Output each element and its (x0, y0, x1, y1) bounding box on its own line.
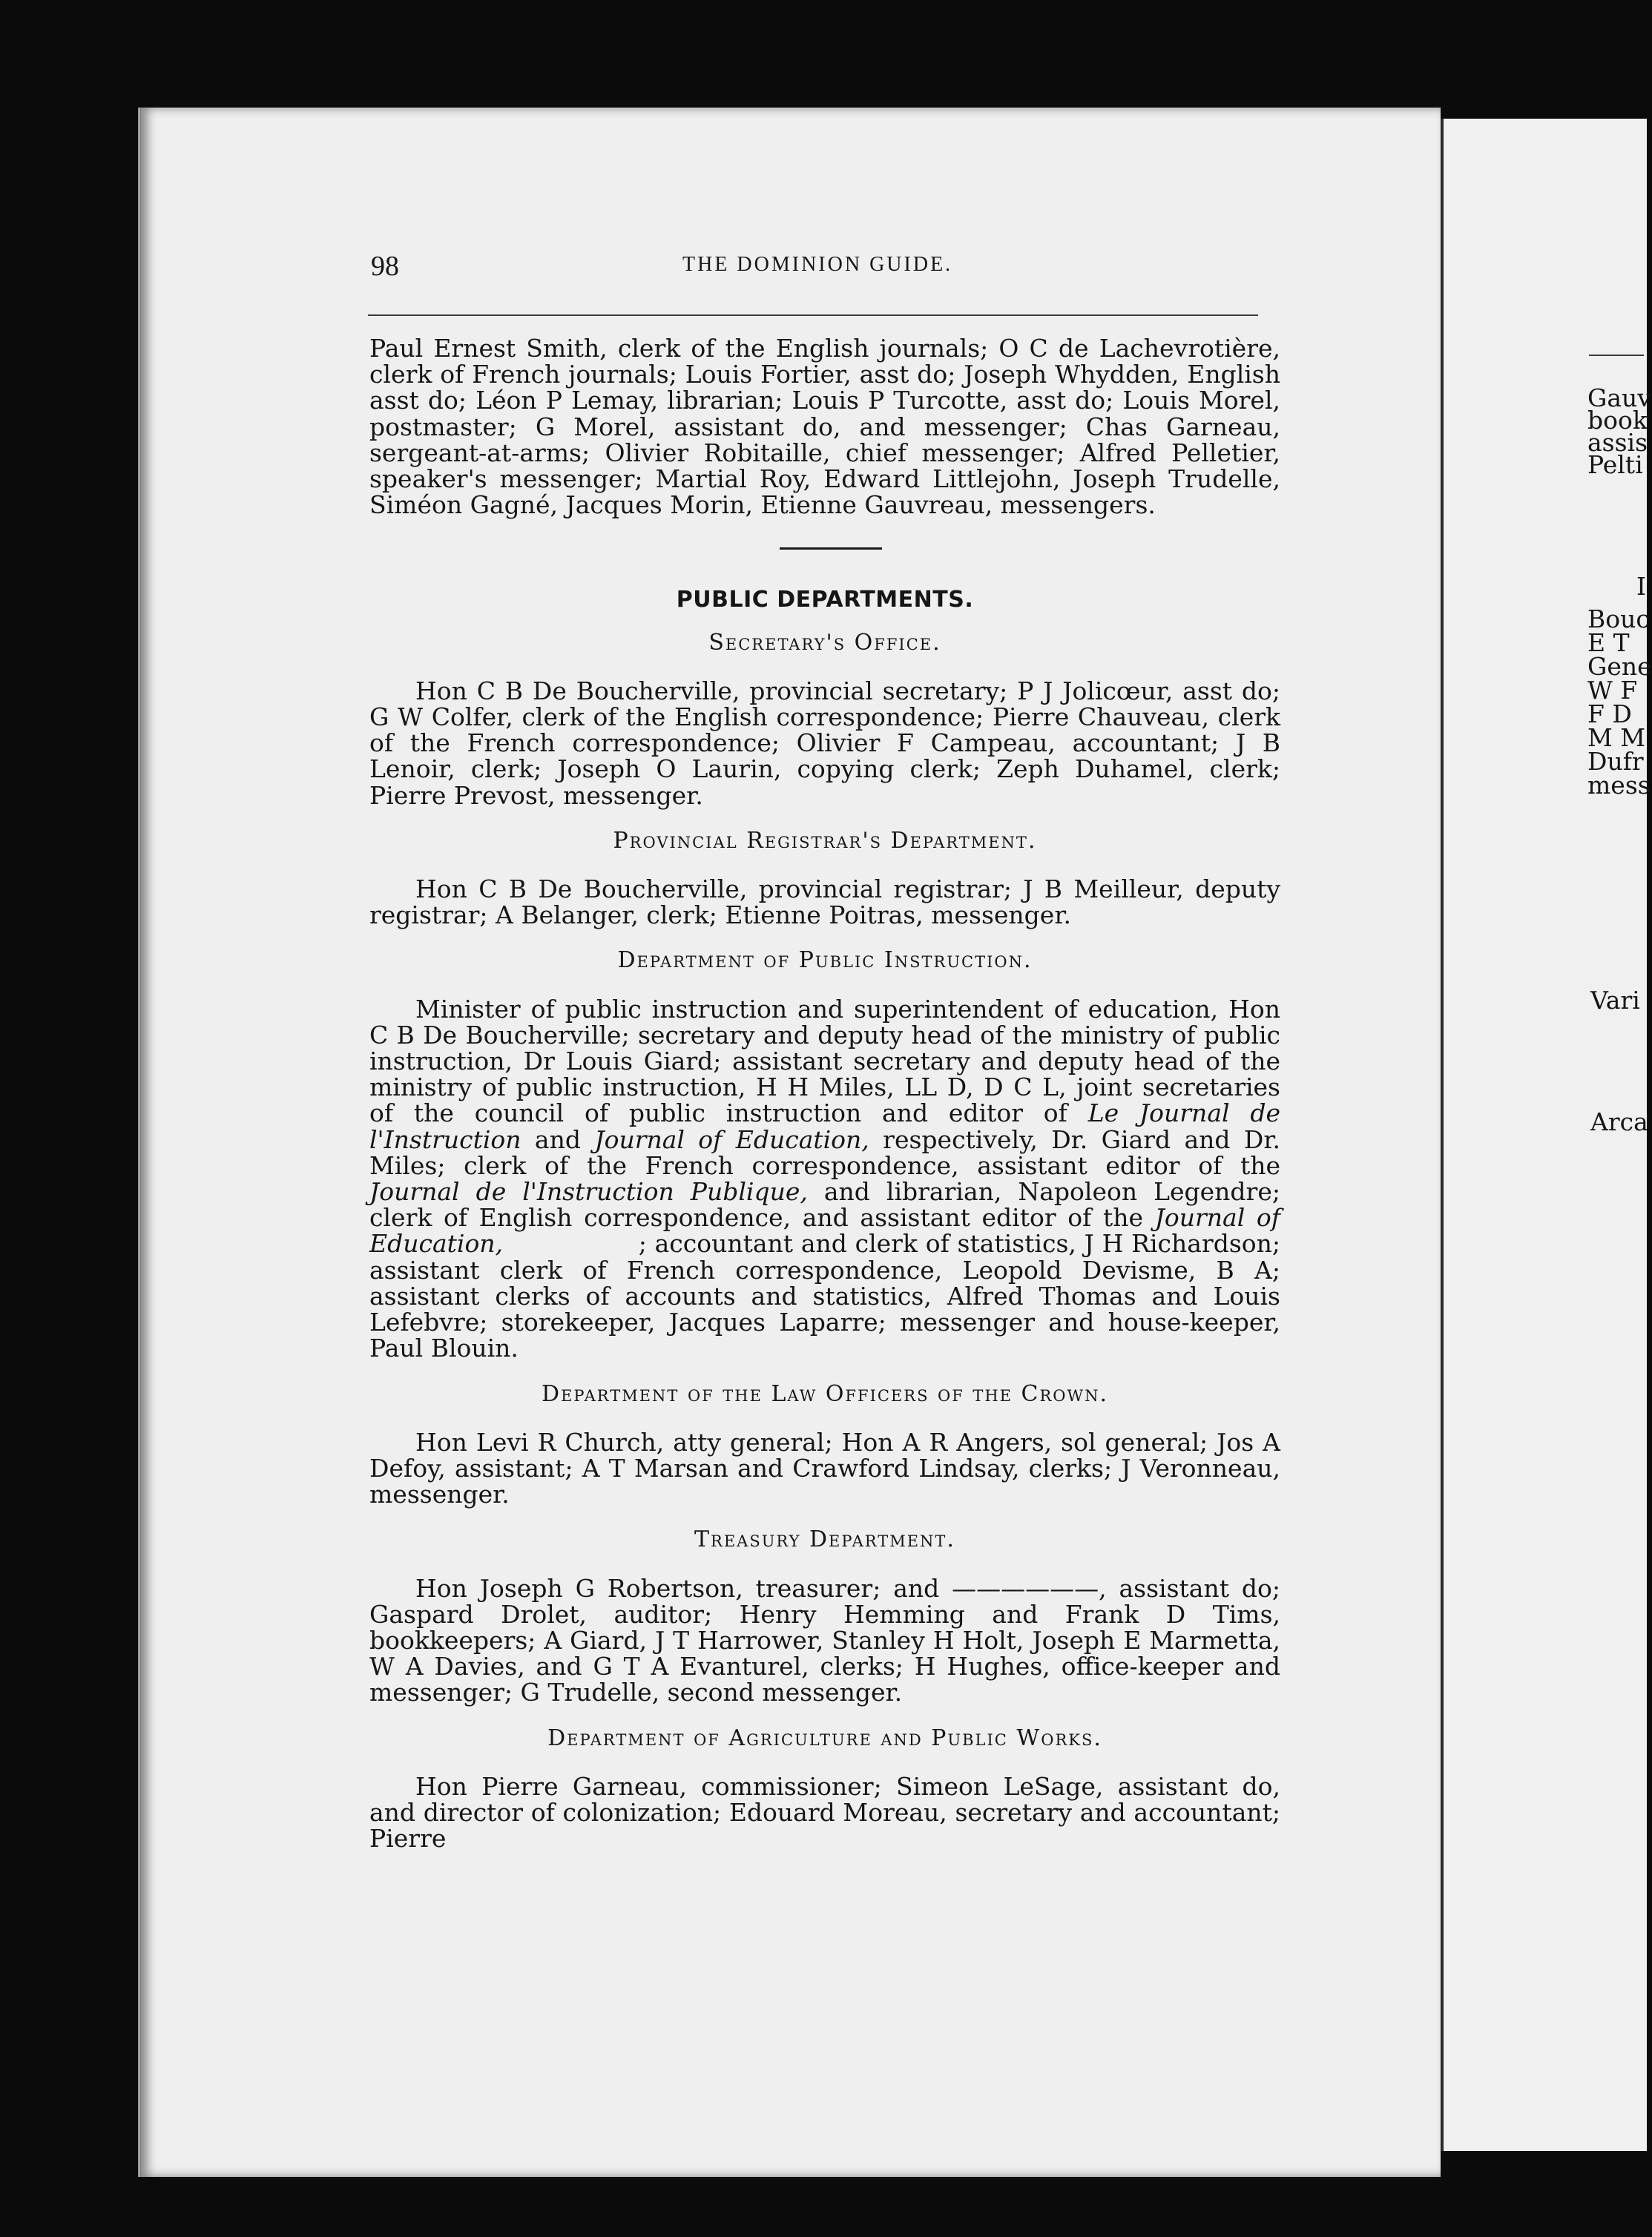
header-rule (368, 314, 1258, 316)
text-run: and librarian, Napoleon Legendre; clerk of English correspondence, and assistant editor of the (369, 1177, 1280, 1233)
right-page-line: assis (1587, 428, 1648, 457)
text-column (369, 334, 1289, 1854)
running-head: THE DOMINION GUIDE. (682, 253, 953, 276)
right-page-line: W F (1587, 676, 1638, 705)
right-page-line: F D (1587, 699, 1632, 728)
journal-title: Le Journal de l'Instruction (369, 1098, 1280, 1154)
provincial-registrar-heading: Provincial Registrar's Department. (613, 827, 1037, 854)
text-run: ; accountant and clerk of statistics, J H Richardson; assistant clerk of French correspondence, Leopold Devisme, B A; assistant clerks of accounts and statistics, Alfred Thomas and Louis Lefebvre; storekeeper, Jacques Laparre; messenger and house-keeper, Paul Blouin. (369, 1229, 1289, 1363)
provincial-registrar-text: Hon C B De Boucherville, provincial registrar; J B Meilleur, deputy registrar; A Belanger, clerk; Etienne Poitras, messenger. (369, 874, 1280, 930)
agriculture-public-works-text: Hon Pierre Garneau, commissioner; Simeon LeSage, assistant do, and director of colonization; Edouard Moreau, secretary and accountant; Pierre (369, 1771, 1280, 1854)
right-page-rule (1589, 355, 1644, 356)
section-divider (780, 547, 882, 550)
treasury-heading: Treasury Department. (694, 1526, 955, 1553)
right-page-line: I (1636, 572, 1647, 601)
right-page-line: book (1587, 406, 1648, 435)
right-page-line: mess (1587, 771, 1651, 800)
public-instruction-text (369, 994, 1289, 1363)
right-page-line: Gauv (1587, 383, 1651, 412)
page-number: 98 (371, 251, 399, 282)
right-page-line: M M (1587, 723, 1646, 752)
treasury-text: Hon Joseph G Robertson, treasurer; and ——————, assistant do; Gaspard Drolet, auditor; Henry Hemming and Frank D Tims, bookkeepers; A Giard, J T Harrower, Stanley H Holt, Joseph E Marmetta, W A Davies, and G T A Evanturel, clerks; H Hughes, office-keeper and messenger; G Trudelle, second messenger. (369, 1573, 1280, 1707)
right-page-line: Dufr (1587, 747, 1644, 776)
right-page-line: Bouc (1587, 604, 1650, 633)
law-officers-text: Hon Levi R Church, atty general; Hon A R Angers, sol general; Jos A Defoy, assistant; A T Marsan and Crawford Lindsay, clerks; J Veronneau, messenger. (369, 1427, 1280, 1509)
text-run: respectively, Dr. Giard and Dr. Miles; clerk of the French correspondence, assistant editor of the (369, 1124, 1281, 1180)
text-run: and (521, 1124, 595, 1154)
right-page-line: Vari (1590, 986, 1640, 1015)
public-instruction-heading: Department of Public Instruction. (617, 947, 1033, 974)
page-header (371, 250, 1301, 294)
right-page-line: Pelti (1587, 450, 1643, 479)
journal-title: Journal of Education, (369, 1203, 1280, 1259)
secretarys-office-text: Hon C B De Boucherville, provincial secretary; P J Jolicœur, asst do; G W Colfer, clerk of the English correspondence; Pierre Chauveau, clerk of the French correspondence; Olivier F Campeau, accountant; J B Lenoir, clerk; Joseph O Laurin, copying clerk; Zeph Duhamel, clerk; Pierre Prevost, messenger. (369, 676, 1280, 810)
secretarys-office-heading: Secretary's Office. (708, 629, 941, 656)
journal-title: Journal of Education, (594, 1124, 869, 1154)
text-run: Minister of public instruction and superintendent of education, Hon C B De Boucherville; secretary and deputy head of the ministry of public instruction, Dr Louis Giard; assistant secretary and deputy head of the ministry of public instruction, H H Miles, LL D, D C L, joint secretaries of the council of public instruction and editor of (369, 994, 1280, 1128)
right-page-line: Gene (1587, 652, 1652, 681)
public-departments-heading: PUBLIC DEPARTMENTS. (676, 587, 974, 613)
agriculture-public-works-heading: Department of Agriculture and Public Works. (547, 1724, 1102, 1751)
law-officers-heading: Department of the Law Officers of the Crown. (542, 1380, 1108, 1407)
journal-title: Journal de l'Instruction Publique, (369, 1177, 808, 1207)
right-page-line: E T (1587, 628, 1630, 657)
right-page-line: Arca (1590, 1107, 1648, 1136)
opening-paragraph: Paul Ernest Smith, clerk of the English journals; O C de Lachevrotière, clerk of French journals; Louis Fortier, asst do; Joseph Whydden, English asst do; Léon P Lemay, librarian; Louis P Turcotte, asst do; Louis Morel, postmaster; G Morel, assistant do, and messenger; Chas Garneau, sergeant-at-arms; Olivier Robitaille, chief messenger; Alfred Pelletier, speaker's messenger; Martial Roy, Edward Littlejohn, Joseph Trudelle, Siméon Gagné, Jacques Morin, Etienne Gauvreau, messengers. (369, 334, 1280, 520)
